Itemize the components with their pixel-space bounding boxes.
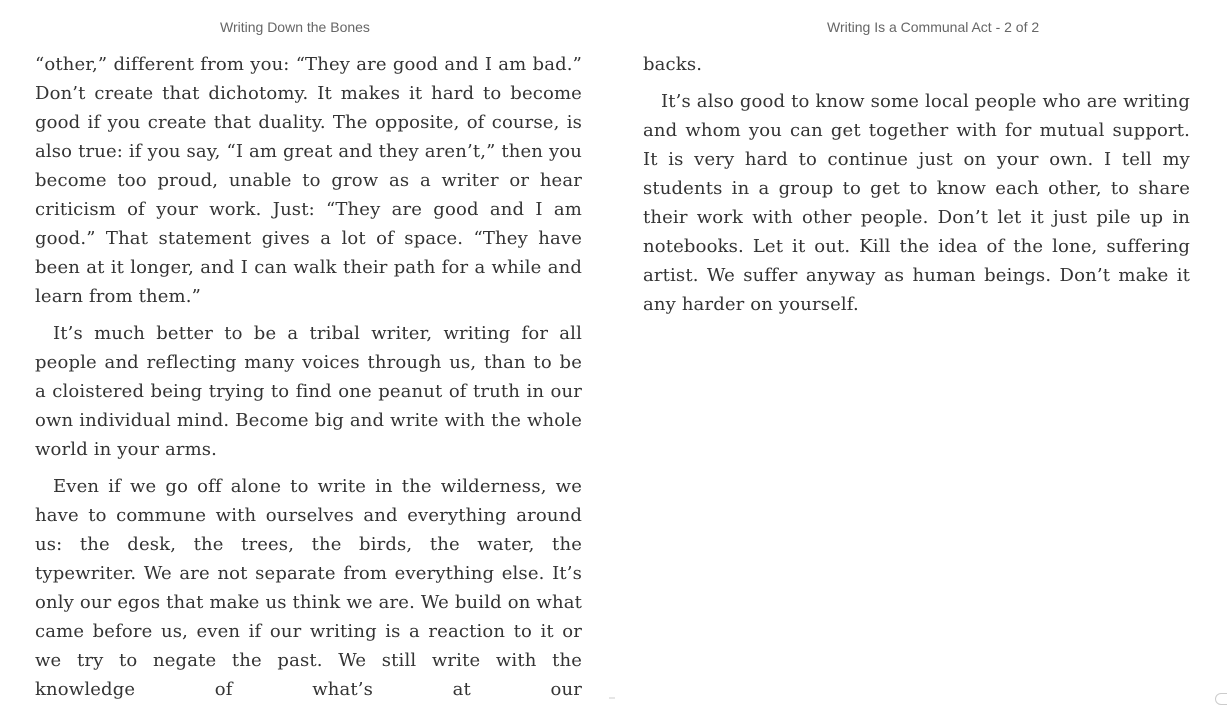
paragraph: Even if we go off alone to write in the wilderness, we have to commune with ourselves and everything around us: the desk, the trees, the birds, the water, the typewriter. We are not separate from everything else. It’s only our egos that make us think we are. We build on what came before us, even if our writing is a reaction to it or we try to negate the past. We still write with the knowledge of what’s at our — [35, 476, 582, 700]
paragraph: It’s much better to be a tribal writer, writing for all people and reflecting many voices through us, than to be a cloistered being trying to find one peanut of truth in our own individual mind. Become big and write with the whole world in your arms. — [35, 323, 582, 460]
page-turn-handle[interactable] — [1215, 693, 1227, 705]
right-page[interactable] — [643, 50, 1190, 327]
chapter-progress-header: Writing Is a Communal Act - 2 of 2 — [827, 19, 1040, 35]
paragraph: “other,” different from you: “They are good and I am bad.” Don’t create that dichotomy. It makes it hard to become good if you create that duality. The opposite, of course, is also true: if you say, “I am great and they aren’t,” then you become too proud, unable to grow as a writer or hear criticism of your work. Just: “They are good and I am good.” That statement gives a lot of space. “They have been at it longer, and I can walk their path for a while and learn from them.” — [35, 54, 582, 307]
paragraph: It’s also good to know some local people who are writing and whom you can get together with for mutual support. It is very hard to continue just on your own. I tell my students in a group to get to know each other, to share their work with other people. Don’t let it just pile up in notebooks. Let it out. Kill the idea of the lone, suffering artist. We suffer anyway as human beings. Don’t make it any harder on yourself. — [643, 91, 1190, 315]
left-page[interactable] — [35, 50, 582, 712]
paragraph: backs. — [643, 54, 703, 75]
book-title-header: Writing Down the Bones — [220, 19, 370, 35]
